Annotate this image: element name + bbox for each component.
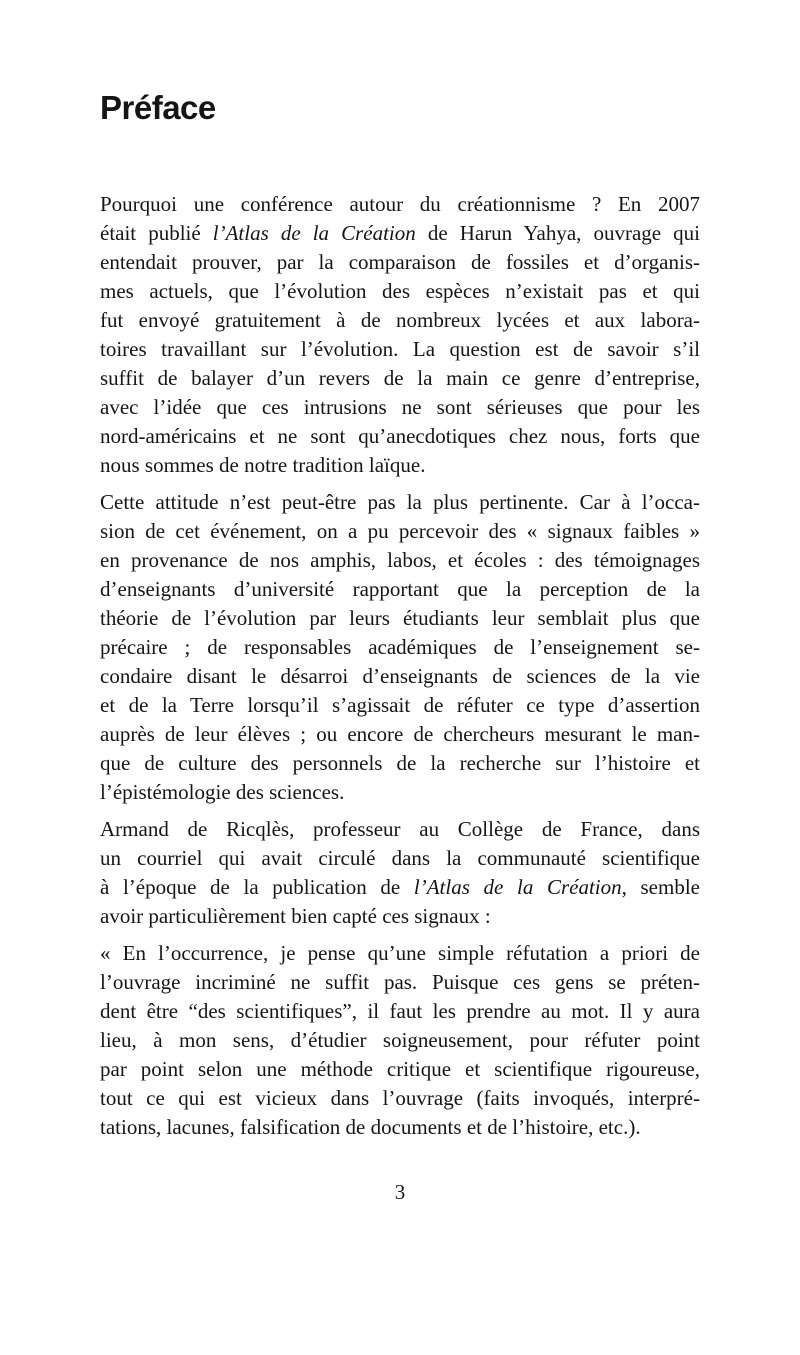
text-line [100,633,700,662]
text-line [100,451,700,480]
text-line [100,939,700,968]
book-page [0,88,800,1355]
text-line [100,997,700,1026]
text-run: « En l’occurrence, je pense qu’une simple réfutation a priori de [100,941,700,965]
text-run: dent être “des scientifiques”, il faut les prendre au mot. Il y aura [100,999,700,1023]
text-line [100,393,700,422]
text-line [100,662,700,691]
text-run: précaire ; de responsables académiques de l’enseignement se- [100,635,700,659]
text-line [100,488,700,517]
text-run: auprès de leur élèves ; ou encore de chercheurs mesurant le man- [100,722,700,746]
text-line [100,517,700,546]
text-run: tations, lacunes, falsification de documents et de l’histoire, etc.). [100,1115,641,1139]
text-line [100,749,700,778]
text-run: Pourquoi une conférence autour du créationnisme ? En 2007 [100,192,700,216]
text-line [100,422,700,451]
text-run: théorie de l’évolution par leurs étudiants leur semblait plus que [100,606,700,630]
paragraph [100,488,700,807]
text-line [100,277,700,306]
text-line [100,364,700,393]
text-run: en provenance de nos amphis, labos, et écoles : des témoignages [100,548,700,572]
text-line [100,248,700,277]
paragraph [100,815,700,931]
text-line [100,575,700,604]
text-line [100,1026,700,1055]
text-line [100,778,700,807]
text-run: et de la Terre lorsqu’il s’agissait de réfuter ce type d’assertion [100,693,700,717]
text-line [100,902,700,931]
text-line [100,604,700,633]
paragraph [100,190,700,480]
italic-text-run: l’Atlas de la Création [212,221,416,245]
text-line [100,873,700,902]
text-run: nord-américains et ne sont qu’anecdotiques chez nous, forts que [100,424,700,448]
text-run: l’ouvrage incriminé ne suffit pas. Puisque ces gens se préten- [100,970,700,994]
text-run: avoir particulièrement bien capté ces signaux : [100,904,491,928]
page-title: Préface [100,89,216,126]
text-run: à l’époque de la publication de [100,875,414,899]
text-run: l’épistémologie des sciences. [100,780,345,804]
text-line [100,1084,700,1113]
text-run: un courriel qui avait circulé dans la communauté scientifique [100,846,700,870]
text-line [100,190,700,219]
text-line [100,968,700,997]
text-run: Cette attitude n’est peut-être pas la plus pertinente. Car à l’occa- [100,490,700,514]
text-run: toires travaillant sur l’évolution. La question est de savoir s’il [100,337,700,361]
text-line [100,546,700,575]
text-run: , semble [621,875,700,899]
text-line [100,815,700,844]
text-run: entendait prouver, par la comparaison de fossiles et d’organis- [100,250,700,274]
body-text [100,190,700,1142]
text-line [100,306,700,335]
text-run: lieu, à mon sens, d’étudier soigneusement, pour réfuter point [100,1028,700,1052]
paragraph [100,939,700,1142]
page-number: 3 [394,1180,406,1204]
text-run: suffit de balayer d’un revers de la main ce genre d’entreprise, [100,366,700,390]
text-line [100,844,700,873]
text-run: était publié [100,221,213,245]
text-run: condaire disant le désarroi d’enseignants de sciences de la vie [100,664,700,688]
text-run: de Harun Yahya, ouvrage qui [415,221,701,245]
text-run: que de culture des personnels de la recherche sur l’histoire et [100,751,700,775]
italic-text-run: l’Atlas de la Création [413,875,622,899]
text-run: d’enseignants d’université rapportant que la perception de la [100,577,700,601]
text-run: fut envoyé gratuitement à de nombreux lycées et aux labora- [100,308,700,332]
text-run: tout ce qui est vicieux dans l’ouvrage (faits invoqués, interpré- [100,1086,700,1110]
text-line [100,720,700,749]
text-line [100,1055,700,1084]
text-run: Armand de Ricqlès, professeur au Collège de France, dans [100,817,700,841]
text-run: nous sommes de notre tradition laïque. [100,453,426,477]
text-run: avec l’idée que ces intrusions ne sont sérieuses que pour les [100,395,700,419]
text-line [100,335,700,364]
text-run: mes actuels, que l’évolution des espèces n’existait pas et qui [100,279,700,303]
text-run: par point selon une méthode critique et scientifique rigoureuse, [100,1057,700,1081]
text-line [100,1113,700,1142]
text-line [100,691,700,720]
text-line [100,219,700,248]
text-run: sion de cet événement, on a pu percevoir des « signaux faibles » [100,519,700,543]
